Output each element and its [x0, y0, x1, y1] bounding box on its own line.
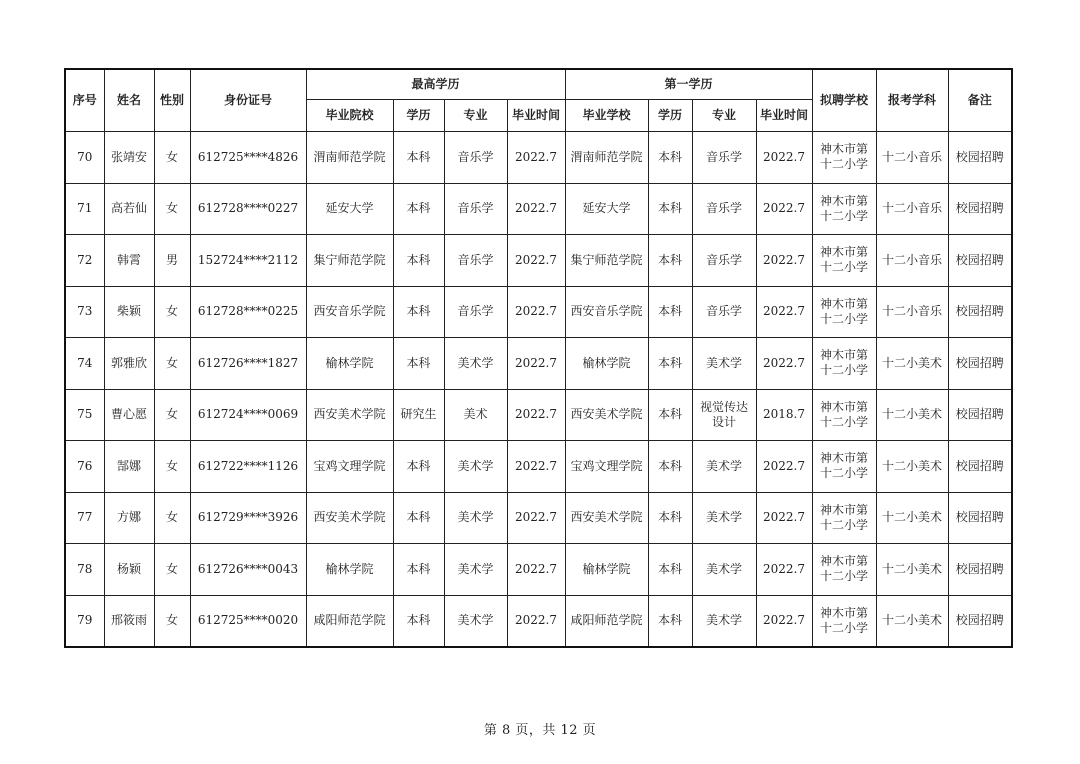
cell-school-highest: 宝鸡文理学院 [306, 441, 393, 493]
cell-degree-highest: 本科 [393, 338, 444, 390]
cell-name: 方娜 [104, 492, 154, 544]
cell-degree-highest: 本科 [393, 492, 444, 544]
cell-major-highest: 音乐学 [444, 235, 507, 287]
cell-time-highest: 2022.7 [507, 286, 565, 338]
cell-note: 校园招聘 [948, 132, 1012, 184]
cell-hiring-school [812, 235, 876, 287]
cell-note: 校园招聘 [948, 544, 1012, 596]
cell-degree-highest: 本科 [393, 183, 444, 235]
cell-text: 视觉传达设计 [699, 399, 748, 429]
cell-school-first: 西安美术学院 [565, 389, 648, 441]
cell-school-first: 咸阳师范学院 [565, 595, 648, 647]
cell-text: 美术学 [705, 355, 742, 370]
cell-time-highest: 2022.7 [507, 235, 565, 287]
cell-degree-highest: 本科 [393, 286, 444, 338]
cell-text: 神木市第十二小学 [819, 451, 868, 481]
cell-time-first: 2022.7 [756, 441, 812, 493]
cell-major-highest: 美术学 [444, 338, 507, 390]
header-highest-education: 最高学历 [306, 69, 565, 100]
header-major-first: 专业 [692, 100, 756, 132]
cell-text: 神木市第十二小学 [819, 554, 868, 584]
cell-id-number: 152724****2112 [190, 235, 306, 287]
cell-time-first: 2022.7 [756, 183, 812, 235]
header-seq: 序号 [65, 69, 104, 132]
cell-name: 曹心愿 [104, 389, 154, 441]
cell-id-number: 612724****0069 [190, 389, 306, 441]
cell-gender: 女 [154, 595, 190, 647]
cell-major-highest: 美术学 [444, 544, 507, 596]
cell-gender: 男 [154, 235, 190, 287]
header-gender: 性别 [154, 69, 190, 132]
cell-school-highest: 榆林学院 [306, 338, 393, 390]
cell-time-highest: 2022.7 [507, 544, 565, 596]
cell-text: 音乐学 [705, 304, 742, 319]
cell-school-first: 集宁师范学院 [565, 235, 648, 287]
cell-time-first: 2022.7 [756, 132, 812, 184]
cell-seq: 70 [65, 132, 104, 184]
header-time-first: 毕业时间 [756, 100, 812, 132]
cell-text: 神木市第十二小学 [819, 193, 868, 223]
cell-id-number: 612726****1827 [190, 338, 306, 390]
cell-school-highest: 渭南师范学院 [306, 132, 393, 184]
cell-id-number: 612728****0225 [190, 286, 306, 338]
cell-note: 校园招聘 [948, 286, 1012, 338]
cell-text: 神木市第十二小学 [819, 605, 868, 635]
cell-hiring-school [812, 441, 876, 493]
cell-seq: 73 [65, 286, 104, 338]
cell-school-highest: 集宁师范学院 [306, 235, 393, 287]
cell-major-highest: 美术学 [444, 595, 507, 647]
cell-school-first: 西安美术学院 [565, 492, 648, 544]
cell-subject: 十二小音乐 [876, 286, 948, 338]
cell-school-highest: 延安大学 [306, 183, 393, 235]
cell-seq: 76 [65, 441, 104, 493]
cell-degree-first: 本科 [648, 595, 692, 647]
cell-id-number: 612729****3926 [190, 492, 306, 544]
cell-degree-first: 本科 [648, 132, 692, 184]
cell-hiring-school [812, 132, 876, 184]
cell-subject: 十二小美术 [876, 441, 948, 493]
cell-school-highest: 西安美术学院 [306, 389, 393, 441]
cell-subject: 十二小音乐 [876, 132, 948, 184]
cell-school-first: 榆林学院 [565, 338, 648, 390]
cell-time-first: 2022.7 [756, 338, 812, 390]
cell-text: 美术学 [705, 510, 742, 525]
cell-seq: 77 [65, 492, 104, 544]
cell-subject: 十二小美术 [876, 389, 948, 441]
cell-id-number: 612725****0020 [190, 595, 306, 647]
cell-id-number: 612726****0043 [190, 544, 306, 596]
cell-text: 神木市第十二小学 [819, 348, 868, 378]
cell-gender: 女 [154, 441, 190, 493]
cell-subject: 十二小美术 [876, 338, 948, 390]
cell-text: 美术学 [705, 561, 742, 576]
cell-text: 神木市第十二小学 [819, 296, 868, 326]
cell-degree-highest: 本科 [393, 595, 444, 647]
header-subject: 报考学科 [876, 69, 948, 132]
cell-school-highest: 西安美术学院 [306, 492, 393, 544]
cell-school-first: 渭南师范学院 [565, 132, 648, 184]
cell-name: 柴颖 [104, 286, 154, 338]
cell-degree-first: 本科 [648, 286, 692, 338]
cell-school-first: 延安大学 [565, 183, 648, 235]
cell-time-highest: 2022.7 [507, 132, 565, 184]
cell-id-number: 612722****1126 [190, 441, 306, 493]
cell-degree-highest: 本科 [393, 235, 444, 287]
cell-major-first [692, 389, 756, 441]
cell-gender: 女 [154, 492, 190, 544]
cell-time-first: 2022.7 [756, 595, 812, 647]
table-row [65, 338, 1012, 390]
cell-name: 杨颖 [104, 544, 154, 596]
cell-note: 校园招聘 [948, 492, 1012, 544]
cell-school-first: 西安音乐学院 [565, 286, 648, 338]
table-row [65, 544, 1012, 596]
table-row [65, 132, 1012, 184]
table-row [65, 389, 1012, 441]
cell-major-first [692, 132, 756, 184]
header-time-highest: 毕业时间 [507, 100, 565, 132]
cell-major-highest: 美术 [444, 389, 507, 441]
table-row [65, 286, 1012, 338]
cell-note: 校园招聘 [948, 235, 1012, 287]
cell-text: 美术学 [705, 458, 742, 473]
cell-degree-highest: 本科 [393, 544, 444, 596]
header-major-highest: 专业 [444, 100, 507, 132]
cell-time-highest: 2022.7 [507, 338, 565, 390]
cell-gender: 女 [154, 132, 190, 184]
cell-note: 校园招聘 [948, 389, 1012, 441]
cell-school-highest: 榆林学院 [306, 544, 393, 596]
cell-hiring-school [812, 544, 876, 596]
table-row [65, 235, 1012, 287]
cell-hiring-school [812, 389, 876, 441]
cell-gender: 女 [154, 544, 190, 596]
cell-seq: 78 [65, 544, 104, 596]
table-row [65, 492, 1012, 544]
header-note: 备注 [948, 69, 1012, 132]
cell-time-first: 2022.7 [756, 492, 812, 544]
cell-note: 校园招聘 [948, 183, 1012, 235]
cell-degree-first: 本科 [648, 338, 692, 390]
cell-hiring-school [812, 338, 876, 390]
cell-time-highest: 2022.7 [507, 389, 565, 441]
cell-time-first: 2018.7 [756, 389, 812, 441]
cell-id-number: 612725****4826 [190, 132, 306, 184]
header-school-highest: 毕业院校 [306, 100, 393, 132]
cell-subject: 十二小音乐 [876, 235, 948, 287]
cell-subject: 十二小音乐 [876, 183, 948, 235]
cell-school-first: 榆林学院 [565, 544, 648, 596]
cell-subject: 十二小美术 [876, 544, 948, 596]
header-degree-first: 学历 [648, 100, 692, 132]
cell-hiring-school [812, 595, 876, 647]
cell-seq: 71 [65, 183, 104, 235]
header-school-first: 毕业学校 [565, 100, 648, 132]
cell-id-number: 612728****0227 [190, 183, 306, 235]
table-body [65, 132, 1012, 647]
cell-text: 美术学 [705, 613, 742, 627]
cell-seq: 72 [65, 235, 104, 287]
cell-major-first [692, 183, 756, 235]
cell-hiring-school [812, 492, 876, 544]
cell-time-highest: 2022.7 [507, 595, 565, 647]
cell-name: 张靖安 [104, 132, 154, 184]
cell-text: 音乐学 [705, 252, 742, 267]
cell-seq: 79 [65, 595, 104, 647]
cell-hiring-school [812, 286, 876, 338]
cell-text: 音乐学 [705, 201, 742, 216]
cell-text: 神木市第十二小学 [819, 502, 868, 532]
page-footer: 第 8 页，共 12 页 [483, 723, 597, 738]
cell-gender: 女 [154, 286, 190, 338]
table-row [65, 595, 1012, 647]
cell-degree-first: 本科 [648, 544, 692, 596]
header-name: 姓名 [104, 69, 154, 132]
cell-major-highest: 美术学 [444, 492, 507, 544]
cell-time-first: 2022.7 [756, 286, 812, 338]
cell-major-highest: 音乐学 [444, 132, 507, 184]
header-degree-highest: 学历 [393, 100, 444, 132]
cell-time-highest: 2022.7 [507, 492, 565, 544]
cell-major-first [692, 338, 756, 390]
cell-major-first [692, 286, 756, 338]
cell-major-first [692, 492, 756, 544]
cell-degree-highest: 本科 [393, 132, 444, 184]
cell-seq: 75 [65, 389, 104, 441]
cell-text: 神木市第十二小学 [819, 245, 868, 275]
cell-subject: 十二小美术 [876, 595, 948, 647]
cell-major-first [692, 595, 756, 647]
header-id: 身份证号 [190, 69, 306, 132]
cell-gender: 女 [154, 389, 190, 441]
cell-degree-first: 本科 [648, 235, 692, 287]
cell-text: 音乐学 [705, 149, 742, 164]
table-row [65, 183, 1012, 235]
cell-name: 郭雅欣 [104, 338, 154, 390]
cell-text: 神木市第十二小学 [819, 399, 868, 429]
cell-hiring-school [812, 183, 876, 235]
cell-major-first [692, 544, 756, 596]
roster-table [64, 68, 1013, 648]
cell-time-first: 2022.7 [756, 235, 812, 287]
cell-time-highest: 2022.7 [507, 441, 565, 493]
table-row [65, 441, 1012, 493]
cell-note: 校园招聘 [948, 441, 1012, 493]
cell-time-first: 2022.7 [756, 544, 812, 596]
cell-school-first: 宝鸡文理学院 [565, 441, 648, 493]
cell-subject: 十二小美术 [876, 492, 948, 544]
cell-degree-first: 本科 [648, 183, 692, 235]
cell-name: 郜娜 [104, 441, 154, 493]
cell-name: 韩霄 [104, 235, 154, 287]
header-first-education: 第一学历 [565, 69, 812, 100]
cell-gender: 女 [154, 338, 190, 390]
cell-name: 高若仙 [104, 183, 154, 235]
cell-seq: 74 [65, 338, 104, 390]
cell-major-first [692, 235, 756, 287]
cell-gender: 女 [154, 183, 190, 235]
cell-degree-first: 本科 [648, 492, 692, 544]
cell-major-highest: 音乐学 [444, 286, 507, 338]
cell-school-highest: 咸阳师范学院 [306, 595, 393, 647]
cell-major-first [692, 441, 756, 493]
cell-name: 邢筱雨 [104, 595, 154, 647]
cell-major-highest: 音乐学 [444, 183, 507, 235]
cell-school-highest: 西安音乐学院 [306, 286, 393, 338]
cell-degree-first: 本科 [648, 441, 692, 493]
cell-note: 校园招聘 [948, 595, 1012, 647]
cell-degree-highest: 本科 [393, 441, 444, 493]
cell-text: 神木市第十二小学 [819, 142, 868, 172]
cell-note: 校园招聘 [948, 338, 1012, 390]
cell-major-highest: 美术学 [444, 441, 507, 493]
cell-degree-first: 本科 [648, 389, 692, 441]
header-hiring-school: 拟聘学校 [812, 69, 876, 132]
cell-time-highest: 2022.7 [507, 183, 565, 235]
cell-degree-highest: 研究生 [393, 389, 444, 441]
